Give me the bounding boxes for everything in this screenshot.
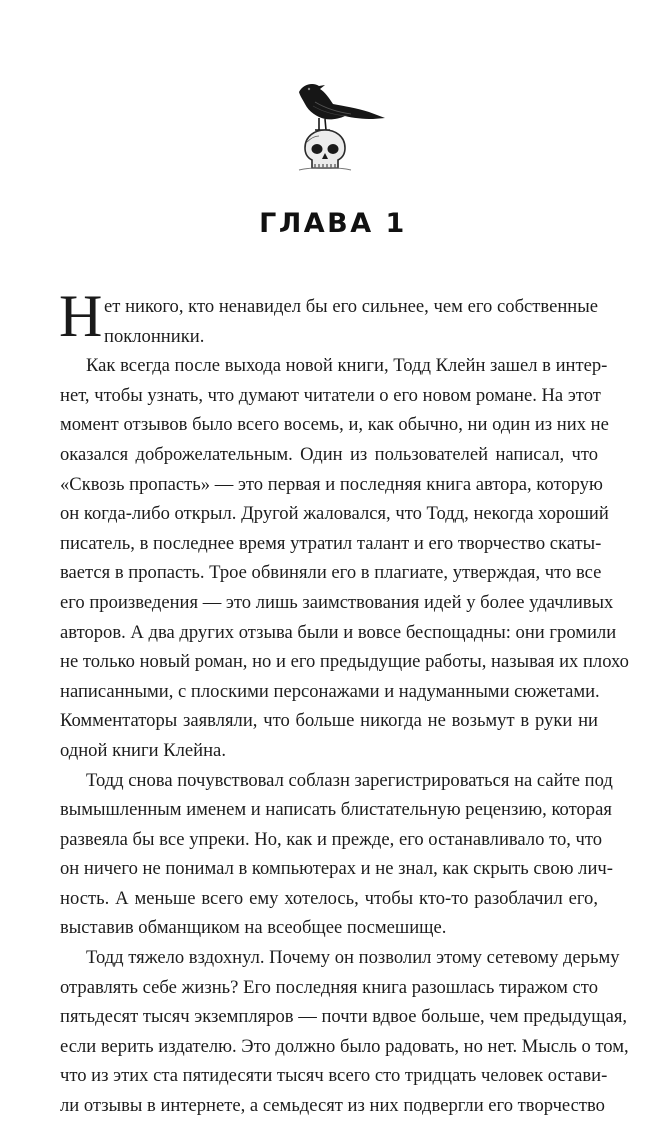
paragraph [59,283,598,351]
chapter-body-text [59,283,629,1121]
text-line: если верить издателю. Это должно было радовать, но нет. Мысль о том, [60,1035,629,1057]
text-line: вымышленным именем и написать блистательную рецензию, которая [60,799,612,821]
text-line: «Сквозь пропасть» — это первая и последняя книга автора, которую [60,473,603,495]
text-line: выставив обманщиком на всеобщее посмешище. [60,917,447,939]
text-line: оказался доброжелательным. Один из пользователей написал, что [60,443,598,465]
text-line: развеяла бы все упреки. Но, как и прежде, его останавливало то, что [60,828,603,850]
text-line: Тодд тяжело вздохнул. Почему он позволил этому сетевому дерьму [86,947,620,969]
chapter-title: ГЛАВА 1 [259,208,407,239]
text-line: он ничего не понимал в компьютерах и не знал, как скрыть свою лич- [60,858,613,880]
text-line: авторов. А два других отзыва были и вовсе беспощадны: они громили [60,621,617,643]
text-line: отравлять себе жизнь? Его последняя книга разошлась тиражом сто [60,976,598,998]
text-line: что из этих ста пятидесяти тысяч всего сто тридцать человек остави- [60,1065,608,1087]
paragraph [60,351,629,765]
paragraph [60,766,613,944]
text-line: он когда-либо открыл. Другой жаловался, что Тодд, некогда хороший [60,503,609,525]
text-line: Как всегда после выхода новой книги, Тодд Клейн зашел в интер- [86,355,608,377]
text-line: написанными, с плоскими персонажами и надуманными сюжетами. [60,680,600,702]
text-line: нет, чтобы узнать, что думают читатели о его новом романе. На этот [60,384,601,406]
text-line: его произведения — это лишь заимствования идей у более удачливых [60,591,614,613]
text-line: вается в пропасть. Трое обвиняли его в плагиате, утверждая, что все [60,562,602,584]
text-line: ность. А меньше всего ему хотелось, чтобы кто-то разоблачил его, [60,887,598,909]
text-line: пятьдесят тысяч экземпляров — почти вдвое больше, чем предыдущая, [60,1006,628,1028]
text-line: не только новый роман, но и его предыдущие работы, называя их плохо [60,651,629,673]
paragraph [60,943,629,1121]
text-line: поклонники. [104,325,205,347]
text-line: ет никого, кто ненавидел бы его сильнее, чем его собственные [104,296,598,317]
text-line: одной книги Клейна. [60,739,226,761]
text-line: Тодд снова почувствовал соблазн зарегистрироваться на сайте под [86,769,613,791]
raven-on-skull-icon [285,72,397,184]
text-line: ли отзывы в интернете, а семьдесят из них подвергли его творчество [60,1095,605,1117]
text-line: писатель, в последнее время утратил талант и его творчество скаты- [60,532,602,554]
drop-cap-letter: Н [59,283,103,349]
text-line: Комментаторы заявляли, что больше никогда не возьмут в руки ни [60,710,598,732]
text-line: момент отзывов было всего восемь, и, как обычно, ни один из них не [60,414,609,436]
